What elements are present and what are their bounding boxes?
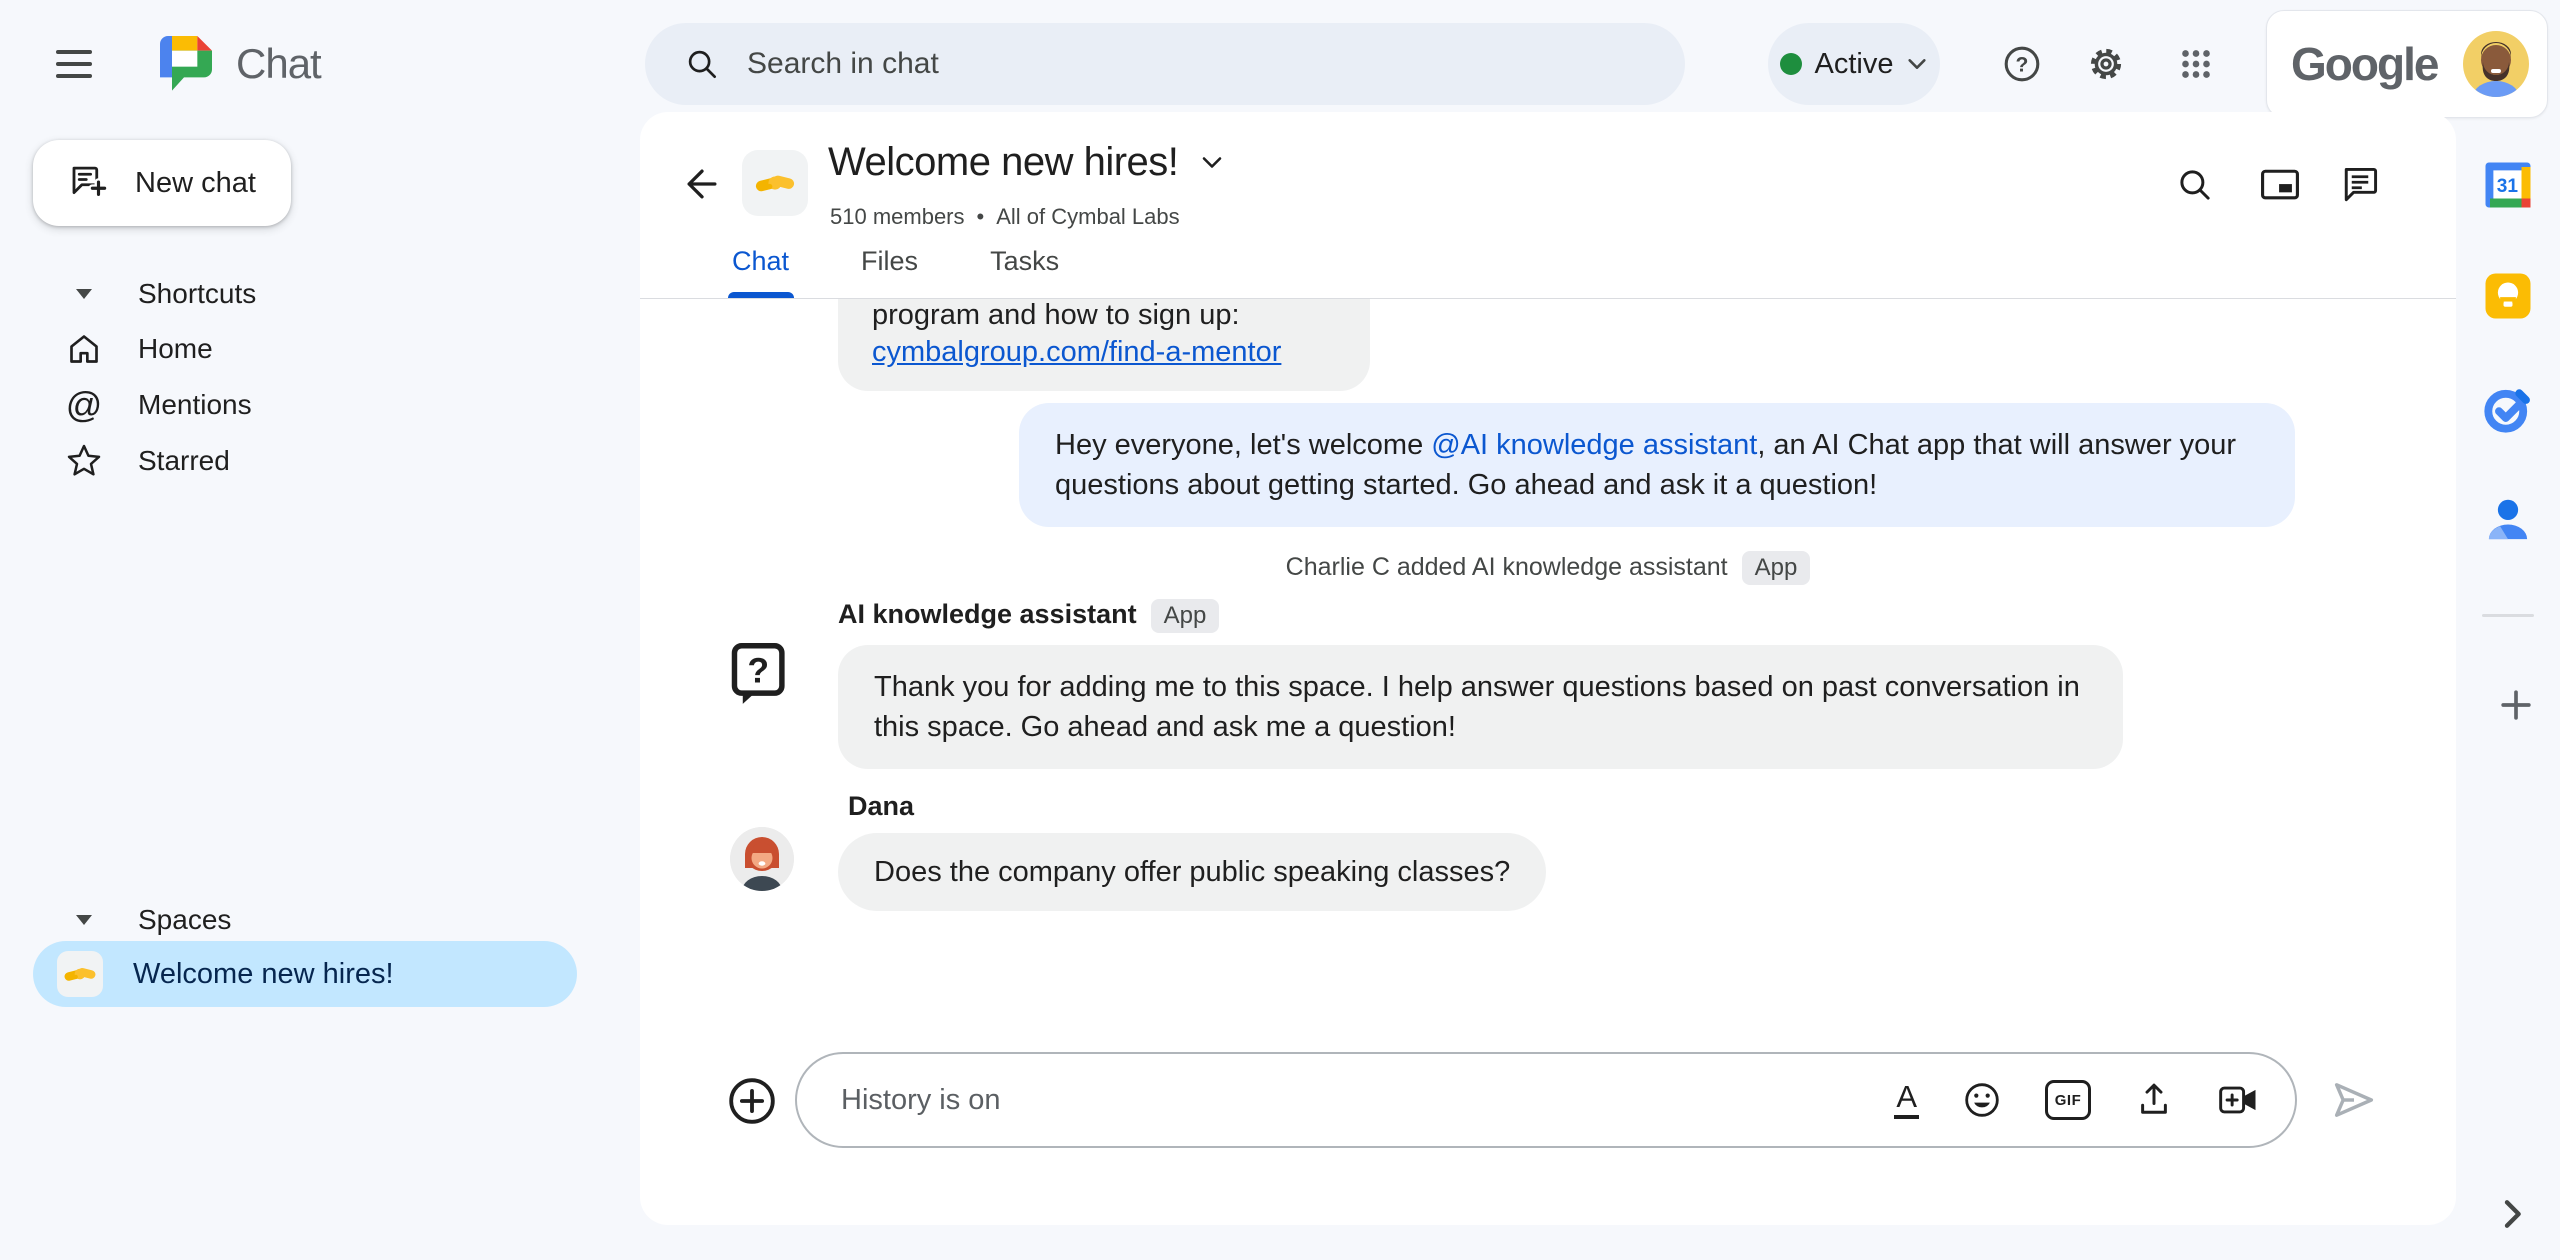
tasks-panel-button[interactable] [2480, 381, 2536, 437]
app-title: Chat [236, 40, 321, 87]
search-input[interactable] [747, 47, 1671, 81]
rail-divider [2482, 614, 2534, 617]
sidebar-item-home[interactable]: Home [62, 323, 213, 375]
bot-avatar [726, 641, 788, 705]
active-status-dot-icon [1780, 53, 1802, 75]
at-mention-icon: @ [65, 384, 103, 425]
space-list-item-welcome-new-hires[interactable] [33, 941, 577, 1007]
contacts-panel-button[interactable] [2480, 492, 2536, 548]
emoji-button[interactable] [1961, 1079, 2003, 1121]
space-avatar [742, 150, 808, 216]
bot-glyph: ? [747, 650, 770, 691]
account-avatar[interactable] [2463, 31, 2529, 97]
conversation-panel [640, 112, 2456, 1225]
help-button[interactable] [1994, 36, 2050, 92]
member-count[interactable]: 510 members [830, 204, 965, 229]
chevron-right-icon[interactable] [2484, 1186, 2540, 1242]
system-message: Charlie C added AI knowledge assistant App [640, 551, 2456, 585]
compose-toolbar [1894, 1078, 2261, 1122]
back-button[interactable] [674, 156, 730, 212]
tab-tasks[interactable]: Tasks [990, 246, 1060, 276]
spaces-section-header[interactable]: Spaces [62, 894, 231, 946]
calendar-panel-button[interactable] [2480, 157, 2536, 213]
message-bubble-outgoing: Hey everyone, let's welcome @AI knowledge assistant, an AI Chat app that will answer your questions about getting started. Go ahead and ask it a question! [1019, 403, 2295, 527]
space-name: Welcome new hires! [133, 957, 394, 990]
star-icon [62, 441, 106, 481]
message-bubble-bot [838, 645, 2123, 769]
org-audience: All of Cymbal Labs [996, 204, 1180, 229]
text-format-button[interactable] [1894, 1081, 1919, 1119]
message-bubble-clipped [838, 299, 1370, 391]
add-attachment-button[interactable] [725, 1074, 779, 1128]
mention-chip[interactable]: @AI knowledge assistant [1431, 429, 1758, 461]
keep-panel-button[interactable] [2480, 268, 2536, 324]
app-badge: App [1151, 599, 1220, 633]
threads-button[interactable] [2334, 159, 2386, 211]
google-chat-logo-icon [152, 31, 216, 97]
tab-files[interactable]: Files [861, 246, 919, 276]
get-add-ons-button[interactable] [2488, 677, 2544, 733]
sidebar-item-mentions[interactable]: @ Mentions [62, 379, 252, 431]
google-logo: Google [2291, 38, 2438, 90]
home-icon [62, 329, 106, 369]
dot-separator: • [976, 204, 985, 229]
main-menu-button[interactable] [52, 44, 96, 84]
chevron-down-icon [1200, 155, 1224, 170]
message-text: Thank you for adding me to this space. I help answer questions based on past conversation in this space. Go ahead and ask me a question! [874, 671, 2080, 743]
page-title: Welcome new hires! [828, 140, 1179, 184]
dana-avatar [730, 827, 794, 891]
help-glyph: ? [2015, 53, 2029, 77]
shortcuts-section-header[interactable]: Shortcuts [62, 268, 256, 320]
space-tabs [732, 240, 1059, 298]
sender-name: Dana [848, 791, 915, 821]
send-button[interactable] [2328, 1074, 2380, 1126]
space-title-menu[interactable] [828, 140, 1224, 185]
app-badge: App [1742, 551, 1811, 585]
picture-in-picture-button[interactable] [2254, 159, 2306, 211]
google-apps-grid-button[interactable] [2168, 36, 2224, 92]
settings-gear-button[interactable] [2078, 36, 2134, 92]
tab-chat[interactable]: Chat [732, 240, 789, 298]
search-in-space-button[interactable] [2169, 159, 2221, 211]
gif-icon: GIF [2045, 1080, 2091, 1120]
chevron-down-icon [1906, 57, 1928, 71]
message-input[interactable] [841, 1084, 1894, 1117]
format-icon: A [1894, 1081, 1919, 1119]
new-chat-icon [67, 162, 109, 204]
new-chat-label: New chat [135, 166, 256, 199]
collapse-arrow-icon [62, 915, 106, 925]
file-upload-button[interactable] [2133, 1079, 2175, 1121]
status-selector[interactable] [1768, 23, 1940, 105]
new-chat-button[interactable] [33, 140, 291, 226]
message-compose-bar[interactable] [795, 1052, 2297, 1148]
message-bubble-user [838, 833, 1546, 911]
status-label: Active [1814, 47, 1894, 80]
message-history[interactable] [640, 299, 2456, 1052]
sidebar-item-starred[interactable]: Starred [62, 435, 230, 487]
message-link[interactable]: cymbalgroup.com/find-a-mentor [872, 336, 1282, 368]
sender-name-row [838, 599, 1219, 633]
handshake-emoji-icon [57, 951, 103, 997]
message-text: program and how to sign up: [872, 299, 1240, 331]
collapse-arrow-icon [62, 289, 106, 299]
gif-button[interactable] [2045, 1080, 2091, 1120]
account-card [2266, 10, 2548, 118]
message-text: Does the company offer public speaking classes? [874, 856, 1511, 888]
video-meeting-button[interactable] [2217, 1078, 2261, 1122]
calendar-day: 31 [2496, 175, 2519, 197]
search-bar[interactable] [645, 23, 1685, 105]
sender-name: AI knowledge assistant [838, 599, 1137, 629]
space-subtitle [830, 204, 1180, 230]
search-icon [683, 45, 721, 83]
